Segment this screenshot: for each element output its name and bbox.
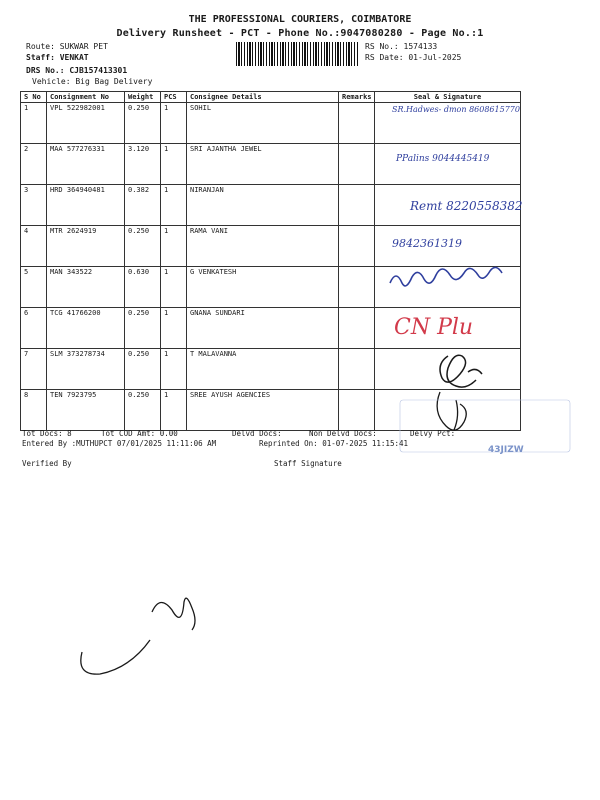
signature-row-8-scribble (437, 392, 466, 430)
col-header: S No (21, 92, 47, 103)
cell-pcs: 1 (161, 103, 187, 144)
signature-row-4-text: 9842361319 (392, 237, 462, 250)
company-stamp (400, 400, 570, 455)
cell-pcs: 1 (161, 349, 187, 390)
cell-pcs: 1 (161, 226, 187, 267)
cell-sno: 5 (21, 267, 47, 308)
cell-sno: 8 (21, 390, 47, 431)
col-header: Consignee Details (187, 92, 339, 103)
cell-consignment: VPL 522982001 (47, 103, 125, 144)
col-header: PCS (161, 92, 187, 103)
cell-consignment: SLM 373278734 (47, 349, 125, 390)
cell-sno: 7 (21, 349, 47, 390)
cell-weight: 3.120 (125, 144, 161, 185)
signature-row-6-text: CN Plu (394, 315, 474, 340)
staff-signature-label: Staff Signature (274, 459, 342, 468)
delivery-percent: Delvy Pct: (410, 429, 456, 438)
cell-weight: 0.250 (125, 226, 161, 267)
total-docs: Tot Docs: 8 (22, 429, 72, 438)
cell-pcs: 1 (161, 144, 187, 185)
cell-sno: 1 (21, 103, 47, 144)
cell-weight: 0.250 (125, 103, 161, 144)
cell-consignee: SREE AYUSH AGENCIES (187, 390, 339, 431)
signature-row-3-text: Remt 8220558382 (410, 199, 523, 213)
cell-consignee: T MALAVANNA (187, 349, 339, 390)
cell-weight: 0.382 (125, 185, 161, 226)
stamp-gstin: 43JIZW (488, 445, 524, 455)
staff-label: Staff: VENKAT (26, 53, 89, 62)
cell-sno: 3 (21, 185, 47, 226)
verification-signature (81, 598, 195, 674)
cell-weight: 0.250 (125, 349, 161, 390)
cell-pcs: 1 (161, 390, 187, 431)
rs-number: RS No.: 1574133 (365, 42, 438, 51)
runsheet-title: Delivery Runsheet - PCT - Phone No.:9047080280 - Page No.:1 (116, 28, 484, 39)
cell-consignment: TCG 41766200 (47, 308, 125, 349)
cell-consignee: RAMA VANI (187, 226, 339, 267)
cell-consignment: TEN 7923795 (47, 390, 125, 431)
cell-consignee: SRI AJANTHA JEWEL (187, 144, 339, 185)
cell-consignment: MTR 2624919 (47, 226, 125, 267)
cell-weight: 0.250 (125, 390, 161, 431)
cell-consignment: MAA 577276331 (47, 144, 125, 185)
vehicle-label: Vehicle: Big Bag Delivery (32, 77, 153, 86)
cell-sno: 6 (21, 308, 47, 349)
cell-consignee: GNANA SUNDARI (187, 308, 339, 349)
signature-row-7-scribble (440, 355, 482, 387)
cell-consignee: SOHIL (187, 103, 339, 144)
company-name: THE PROFESSIONAL COURIERS, COIMBATORE (188, 14, 412, 25)
cell-consignment: MAN 343522 (47, 267, 125, 308)
verified-by-label: Verified By (22, 459, 72, 468)
reprinted-on: Reprinted On: 01-07-2025 11:15:41 (259, 439, 409, 448)
cell-weight: 0.250 (125, 308, 161, 349)
col-header: Weight (125, 92, 161, 103)
cell-consignee: NIRANJAN (187, 185, 339, 226)
route-label: Route: SUKWAR PET (26, 42, 108, 51)
total-cod-amount: Tot COD Amt: 0.00 (101, 429, 178, 438)
cell-pcs: 1 (161, 308, 187, 349)
drs-number: DRS No.: CJB157413301 (26, 66, 128, 75)
cell-sno: 4 (21, 226, 47, 267)
cell-consignment: HRD 364940481 (47, 185, 125, 226)
non-delivered-docs: Non Delvd Docs: (309, 429, 377, 438)
col-header: Remarks (339, 92, 375, 103)
cell-sno: 2 (21, 144, 47, 185)
cell-pcs: 1 (161, 185, 187, 226)
rs-date: RS Date: 01-Jul-2025 (365, 53, 462, 62)
col-header: Seal & Signature (375, 92, 521, 103)
signature-row-5-scribble (390, 267, 502, 285)
entered-by: Entered By :MUTHUPCT 07/01/2025 11:11:06 AM (22, 439, 217, 448)
signature-row-2-text: PPalins 9044445419 (396, 154, 490, 164)
cell-weight: 0.630 (125, 267, 161, 308)
delivered-docs: Delvd Docs: (232, 429, 282, 438)
cell-consignee: G VENKATESH (187, 267, 339, 308)
cell-pcs: 1 (161, 267, 187, 308)
col-header: Consignment No (47, 92, 125, 103)
signature-row-1-text: SR.Hadwes- dmon 8608615770 (392, 105, 520, 114)
